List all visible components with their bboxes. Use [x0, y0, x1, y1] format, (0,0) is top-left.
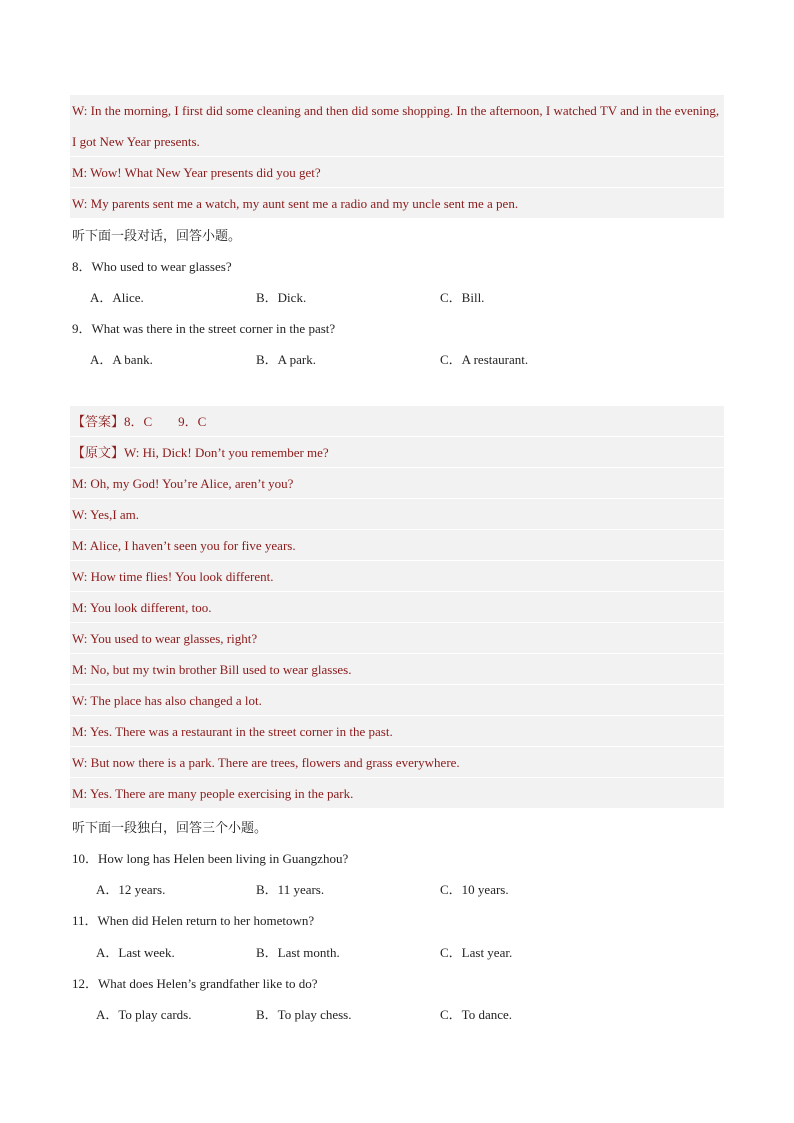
option-b: B．To play chess. — [256, 1007, 352, 1022]
answer-block — [70, 406, 724, 809]
question-8 — [72, 251, 232, 282]
question-text: When did Helen return to her hometown? — [97, 913, 315, 928]
option-a: A．Alice. — [90, 290, 144, 305]
question-number: 10． — [72, 851, 99, 866]
transcript-line: W: You used to wear glasses, right? — [70, 623, 724, 654]
option-a: A．A bank. — [90, 352, 153, 367]
section-instruction: 听下面一段独白，回答三个小题。 — [72, 820, 268, 835]
option-c: C．Last year. — [440, 945, 513, 960]
option-b: B．Last month. — [256, 945, 340, 960]
question-9 — [72, 313, 335, 344]
option-c: C．Bill. — [440, 290, 485, 305]
transcript-block-1 — [70, 95, 724, 219]
question-number: 9． — [72, 321, 92, 336]
transcript-line: M: Yes. There was a restaurant in the street corner in the past. — [70, 716, 724, 747]
question-text: What was there in the street corner in the past? — [91, 321, 336, 336]
transcript-line: W: Hi, Dick! Don’t you remember me? — [124, 445, 329, 460]
transcript-line: W: But now there is a park. There are trees, flowers and grass everywhere. — [70, 747, 724, 778]
transcript-line: W: The place has also changed a lot. — [70, 685, 724, 716]
option-c: C．A restaurant. — [440, 352, 529, 367]
transcript-line: M: You look different, too. — [70, 592, 724, 623]
question-text: Who used to wear glasses? — [91, 259, 232, 274]
transcript-line: M: Oh, my God! You’re Alice, aren’t you? — [70, 468, 724, 499]
option-c: C．10 years. — [440, 882, 509, 897]
transcript-line: W: My parents sent me a watch, my aunt sent me a radio and my uncle sent me a pen. — [70, 188, 724, 219]
transcript-line: M: No, but my twin brother Bill used to wear glasses. — [70, 654, 724, 685]
question-11 — [72, 905, 314, 936]
section-instruction: 听下面一段对话，回答小题。 — [72, 228, 242, 243]
question-text: How long has Helen been living in Guangzhou? — [98, 851, 349, 866]
option-a: A．12 years. — [96, 882, 166, 897]
question-text: What does Helen’s grandfather like to do? — [98, 976, 318, 991]
question-10 — [72, 843, 348, 874]
transcript-line: M: Alice, I haven’t seen you for five years. — [70, 530, 724, 561]
answer-label: 【答案】 — [72, 414, 125, 429]
option-a: A．Last week. — [96, 945, 175, 960]
answer-line — [70, 406, 724, 437]
answer-text: 8．C 9．C — [124, 414, 207, 429]
transcript-line: W: Yes,I am. — [70, 499, 724, 530]
transcript-line: W: How time flies! You look different. — [70, 561, 724, 592]
option-b: B．Dick. — [256, 290, 307, 305]
original-label: 【原文】 — [72, 445, 125, 460]
option-b: B．11 years. — [256, 882, 325, 897]
transcript-line: W: In the morning, I first did some cleaning and then did some shopping. In the afternoon, I watched TV and in the evening, I got New Year presents. — [70, 95, 724, 157]
transcript-line: M: Yes. There are many people exercising in the park. — [70, 778, 724, 809]
option-c: C．To dance. — [440, 1007, 513, 1022]
question-12 — [72, 968, 318, 999]
question-number: 12． — [72, 976, 99, 991]
transcript-line: M: Wow! What New Year presents did you get? — [70, 157, 724, 188]
original-first-line — [70, 437, 724, 468]
option-a: A．To play cards. — [96, 1007, 192, 1022]
option-b: B．A park. — [256, 352, 316, 367]
question-number: 11． — [72, 913, 98, 928]
question-number: 8． — [72, 259, 92, 274]
